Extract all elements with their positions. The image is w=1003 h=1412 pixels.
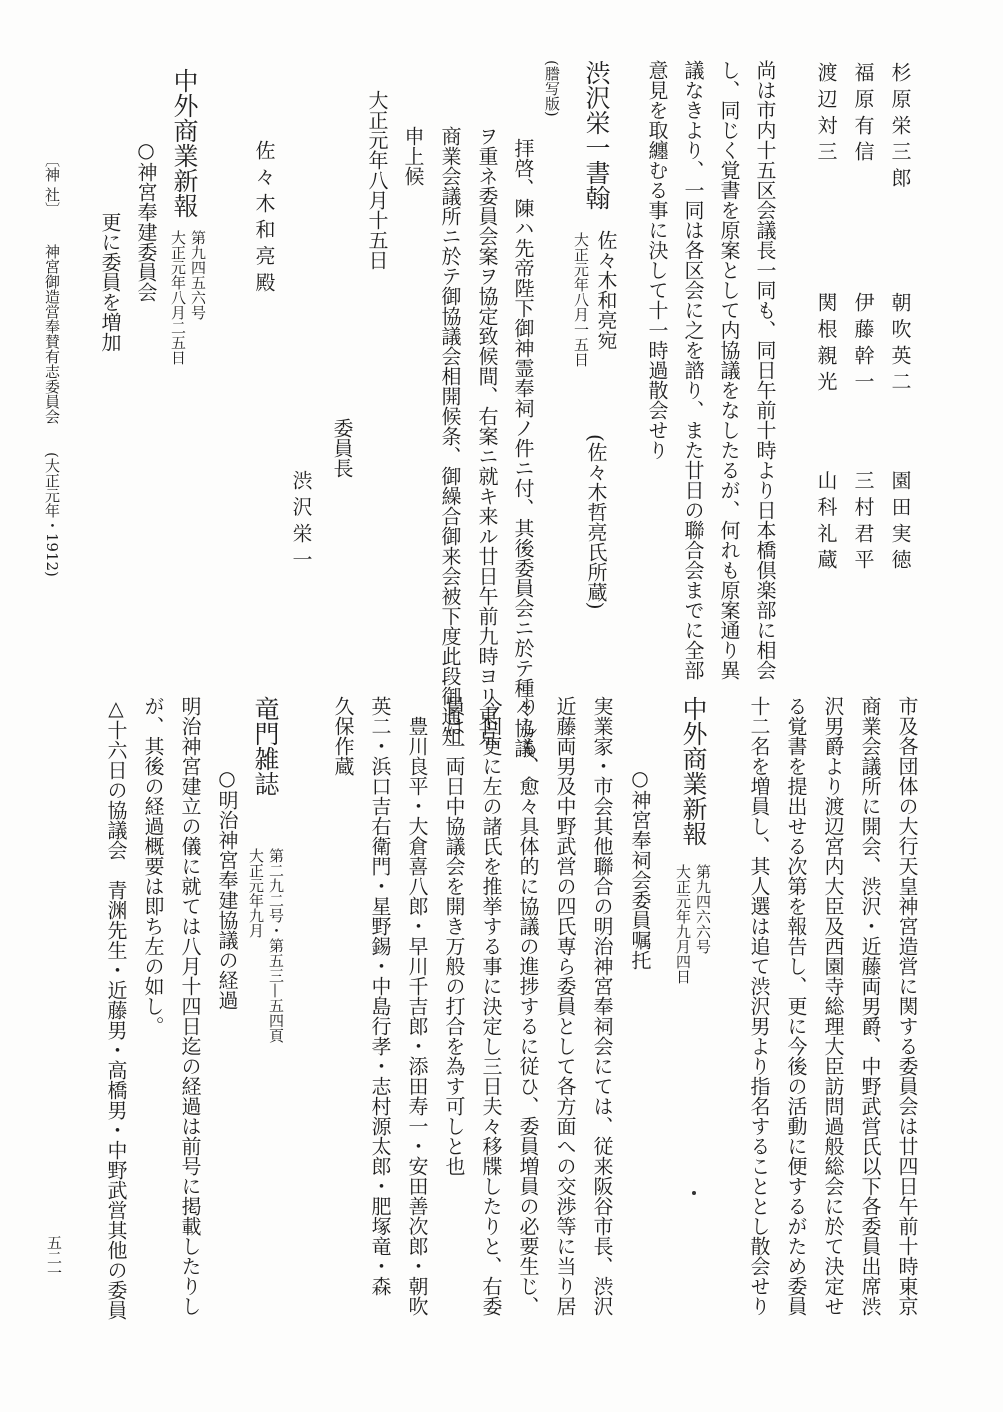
source-title: 中外商業新報 xyxy=(170,68,199,218)
source-title: 竜門雑誌 xyxy=(251,696,280,796)
body-text-line: 意見を取纏むる事に決して十一時過散会せり xyxy=(645,60,669,460)
body-text-line: 商業会議所ニ於テ御協議会相開候条、御繰合御来会被下度此段御通知 xyxy=(438,126,462,746)
source-date: 大正元年八月二五日 xyxy=(169,230,187,365)
body-text-line: 豊川良平・大倉喜八郎・早川千吉郎・添田寿一・安田善次郎・朝吹 xyxy=(405,716,429,1316)
running-header: 神宮御造営奉賛有志委員会 xyxy=(43,244,61,424)
name-entry: 杉 原 栄 三 郎 xyxy=(888,62,912,188)
source-issue: 第九四五六号 xyxy=(189,230,207,320)
body-text-line: 市及各団体の大行天皇神宮造営に関する委員会は廿四日午前十時東京 xyxy=(895,696,919,1316)
source-date: 大正元年九月四日 xyxy=(674,864,692,984)
running-year: (大正元年・1912) xyxy=(43,452,61,577)
article-heading: ○神宮奉祠会委員嘱托 xyxy=(628,766,652,970)
body-text-line: 久保作蔵 xyxy=(331,696,355,776)
name-entry: 福 原 有 信 xyxy=(851,62,875,162)
name-entry: 朝 吹 英 二 xyxy=(888,292,912,392)
print-type-tag: (謄写版) xyxy=(543,60,561,117)
body-text-line: △十六日の協議会 青渊先生・近藤男・高橋男・中野武営其他の委員 xyxy=(104,696,128,1320)
stray-dot-mark xyxy=(692,1191,696,1195)
body-text-line: 近藤両男及中野武営の四氏専ら委員として各方面への交渉等に当り居 xyxy=(553,696,577,1316)
article-heading: ○神宮奉建委員会 xyxy=(134,138,158,302)
body-text-line: し、同じく覚書を原案として内協議をなしたるが、何れも原案通り異 xyxy=(717,60,741,680)
name-entry: 山 科 礼 蔵 xyxy=(814,470,838,570)
signer-name: 渋 沢 栄 一 xyxy=(289,470,313,570)
body-text-line: 拝啓、陳ハ先帝陛下御神霊奉祠ノ件ニ付、其後委員会ニ於テ種々協議 xyxy=(511,138,535,758)
body-text-line: 明治神宮建立の儀に就ては八月十四日迄の経過は前号に掲載したりし xyxy=(178,696,202,1316)
body-text-line: 英二・浜口吉右衛門・星野錫・中島行孝・志村源太郎・肥塚竜・森 xyxy=(368,696,392,1296)
body-text-line: 商業会議所に開会、渋沢・近藤両男爵、中野武営氏以下各委員出席渋 xyxy=(858,696,882,1316)
name-entry: 園 田 実 徳 xyxy=(888,470,912,570)
name-entry: 三 村 君 平 xyxy=(851,470,875,570)
name-entry: 渡 辺 対 三 xyxy=(814,62,838,162)
name-entry: 関 根 親 光 xyxy=(814,292,838,392)
letter-addressee: 佐々木和亮宛 xyxy=(594,230,618,350)
body-text-line: 十二名を増員し、其人選は追て渋沢男より指名することとし散会せり xyxy=(747,696,771,1316)
body-text-line: る覚書を提出せる次第を報告し、更に今後の活動に便するがため委員 xyxy=(784,696,808,1316)
article-heading: ○明治神宮奉建協議の経過 xyxy=(215,766,239,1010)
body-text-line: りしも、愈々具体的に協議の進捗するに従ひ、委員増員の必要生じ、 xyxy=(516,696,540,1316)
source-date: 大正元年九月 xyxy=(247,848,265,938)
provenance-note: (佐々木哲亮氏所蔵) xyxy=(584,434,608,610)
source-issue: 第九四六六号 xyxy=(694,864,712,954)
body-text-line: 議なきより、一同は各区会に之を諮り、また廿日の聯合会までに全部 xyxy=(681,60,705,680)
section-tag: 〔神 社〕 xyxy=(43,152,61,217)
body-text-line: が、其後の経過概要は即ち左の如し。 xyxy=(141,696,165,1036)
body-text-line: 申上候 xyxy=(401,126,425,186)
name-entry: 伊 藤 幹 一 xyxy=(851,292,875,392)
letter-date: 大正元年八月十五日 xyxy=(365,90,389,270)
letter-recipient: 佐 々 木 和 亮 殿 xyxy=(252,140,276,292)
body-text-line: ヲ重ネ委員会案ヲ協定致候間、右案ニ就キ来ル廿日午前九時ヨリ東京 xyxy=(475,126,499,746)
body-text-line: 尚は市内十五区会議長一同も、同日午前十時より日本橋倶楽部に相会 xyxy=(753,60,777,680)
source-issue: 第二九二号・第五三—五四頁 xyxy=(267,848,285,1043)
signer-role: 委員長 xyxy=(330,418,354,478)
source-date: 大正元年八月一五日 xyxy=(572,232,590,367)
source-title: 中外商業新報 xyxy=(679,696,708,846)
body-text-line: 今回更に左の諸氏を推挙する事に決定し三日夫々移牒したりと、右委 xyxy=(479,696,503,1316)
source-title: 渋沢栄一書翰 xyxy=(582,60,611,210)
body-text-line: 沢男爵より渡辺宮内大臣及西園寺総理大臣訪問過般総会に於て決定せ xyxy=(821,696,845,1316)
page-number: 五二一 xyxy=(45,1235,63,1280)
body-text-line: 員は一両日中協議会を開き万般の打合を為す可しと也 xyxy=(442,696,466,1176)
article-subheading: 更に委員を増加 xyxy=(98,212,122,352)
body-text-line: 実業家・市会其他聯合の明治神宮奉祠会にては、従来阪谷市長、渋沢 xyxy=(590,696,614,1316)
